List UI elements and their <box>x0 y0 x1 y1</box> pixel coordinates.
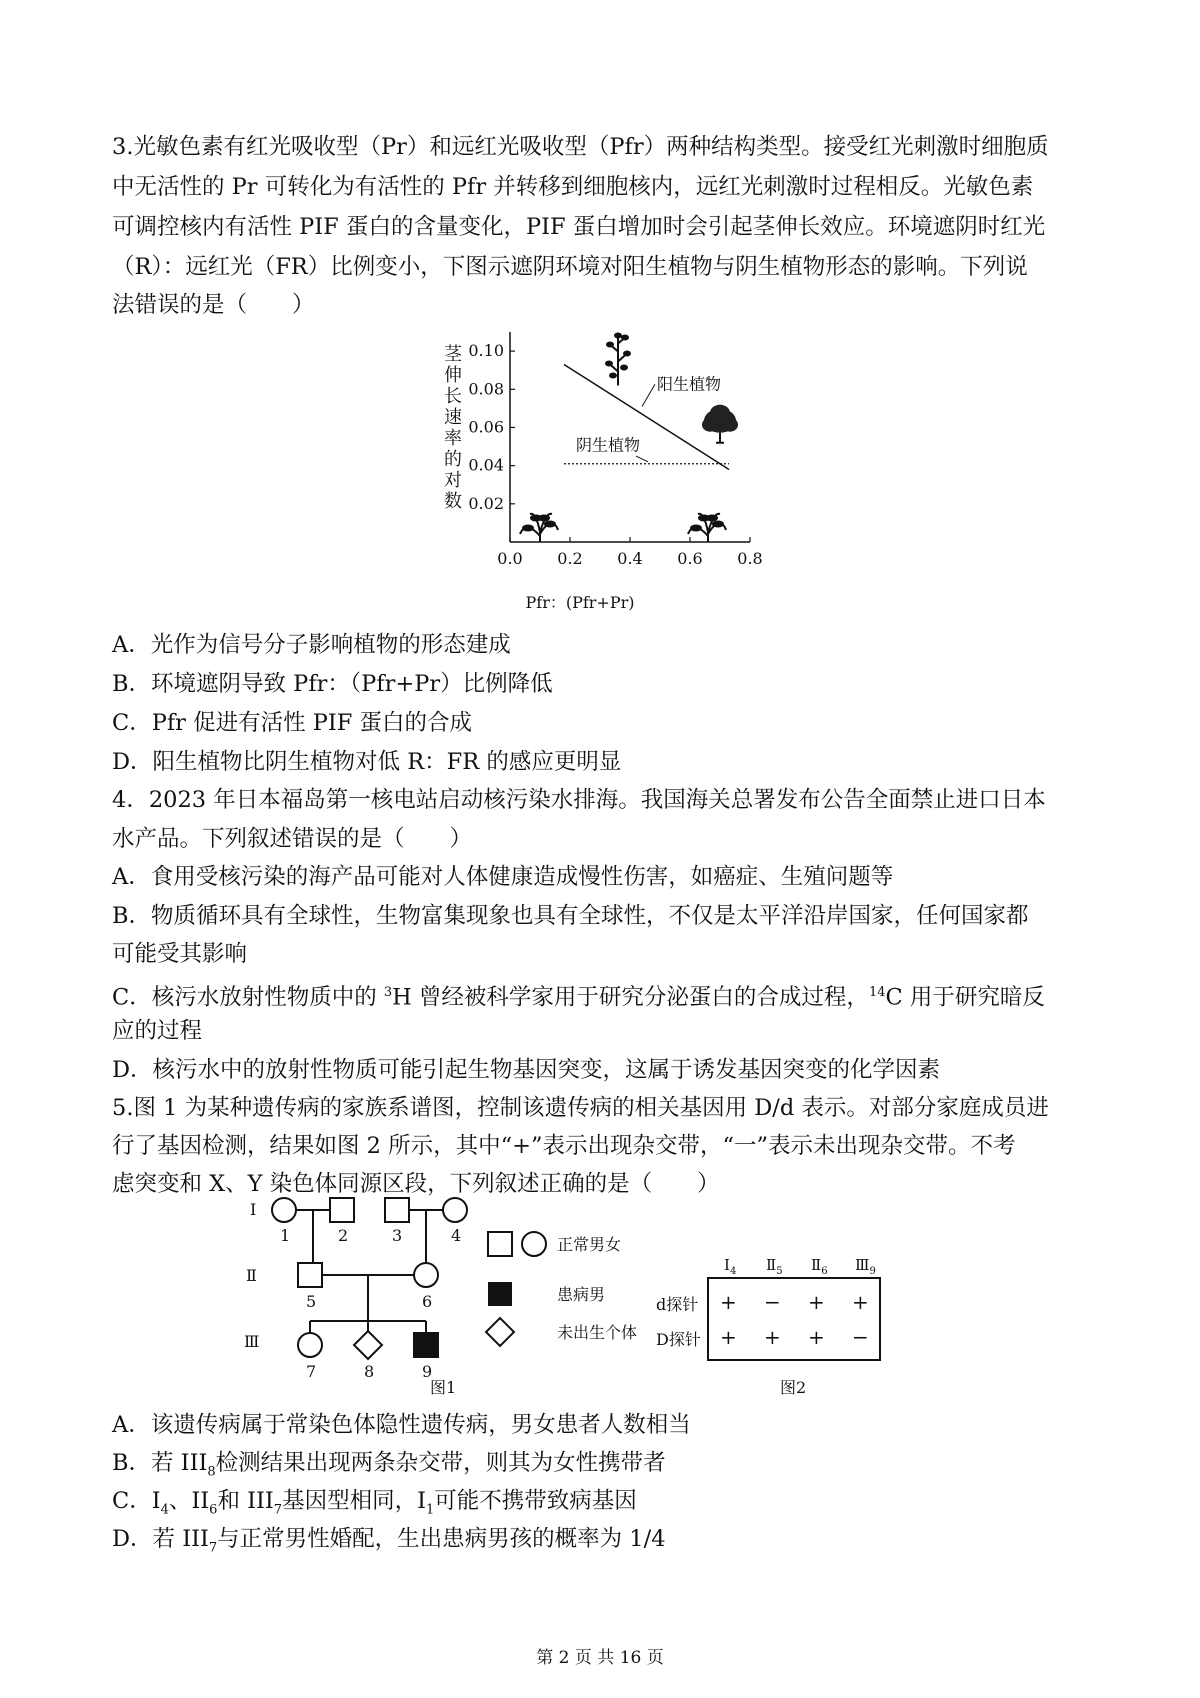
probe-table <box>656 1256 880 1360</box>
y-axis-label: 茎伸长速率的对数 <box>444 344 462 512</box>
series-label-leader <box>636 456 648 462</box>
number-8: 8 <box>364 1362 375 1381</box>
series-label-leader <box>642 384 655 406</box>
legend-normal-female-icon <box>522 1232 546 1256</box>
table-cell: + <box>720 1325 737 1349</box>
x-tick-label: 0.8 <box>737 549 763 568</box>
y-tick-label: 0.08 <box>468 379 504 399</box>
number-7: 7 <box>306 1362 317 1381</box>
legend-unborn-icon <box>486 1318 514 1346</box>
x-tick-label: 0.6 <box>677 549 703 568</box>
number-2: 2 <box>338 1226 349 1245</box>
number-4: 4 <box>451 1226 462 1245</box>
q5-stem-line-1: 5.图 1 为某种遗传病的家族系谱图，控制该遗传病的相关基因用 D/d 表示。对部分家庭成员进 <box>112 1095 1049 1121</box>
q5-option-a: A．该遗传病属于常染色体隐性遗传病，男女患者人数相当 <box>112 1412 691 1438</box>
series-label: 阳生植物 <box>657 374 722 394</box>
q3-option-c: C．Pfr 促进有活性 PIF 蛋白的合成 <box>112 710 473 736</box>
q3-option-d: D．阳生植物比阴生植物对低 R：FR 的感应更明显 <box>112 749 622 775</box>
legend-normal-label: 正常男女 <box>557 1235 622 1254</box>
table-cell: + <box>764 1325 781 1349</box>
q4-option-c-line-1: C．核污水放射性物质中的 $^3$H 曾经被科学家用于研究分泌蛋白的合成过程，$^{14}$C 用于研究暗反 <box>112 984 1045 1011</box>
person-iii8-unborn <box>354 1331 382 1359</box>
legend-unborn-label: 未出生个体 <box>557 1323 638 1342</box>
column-header-4: $Ⅲ_9$ <box>855 1256 876 1277</box>
number-6: 6 <box>422 1292 433 1311</box>
person-iii9-affected-male <box>414 1333 438 1357</box>
q3-stem-line-5: 法错误的是（ ） <box>112 292 315 318</box>
person-i3-male <box>385 1198 409 1222</box>
legend-affected-male-icon <box>488 1282 512 1306</box>
column-header-2: $Ⅱ_5$ <box>766 1256 783 1277</box>
short-plant-icon <box>688 514 726 542</box>
q3-stem-line-3: 可调控核内有活性 PIF 蛋白的含量变化，PIF 蛋白增加时会引起茎伸长效应。环境遮阴时红光 <box>112 214 1046 240</box>
y-tick-label: 0.02 <box>468 493 504 513</box>
table-cell: − <box>764 1290 781 1314</box>
table-cell: − <box>852 1325 869 1349</box>
q4-option-d: D．核污水中的放射性物质可能引起生物基因突变，这属于诱发基因突变的化学因素 <box>112 1057 941 1083</box>
q4-option-b-line-1: B．物质循环具有全球性，生物富集现象也具有全球性，不仅是太平洋沿岸国家，任何国家都 <box>112 903 1029 929</box>
q5-option-d: D．若 $III_7$与正常男性婚配，生出患病男孩的概率为 1/4 <box>112 1526 666 1556</box>
legend-normal-male-icon <box>488 1232 512 1256</box>
column-header-3: $Ⅱ_6$ <box>811 1256 828 1277</box>
row-label-d-probe: d探针 <box>656 1295 699 1314</box>
number-3: 3 <box>392 1226 403 1245</box>
q3-stem-line-4: （R）：远红光（FR）比例变小，下图示遮阴环境对阳生植物与阴生植物形态的影响。下列说 <box>112 254 1028 280</box>
tall-plant-icon <box>605 332 631 385</box>
q3-option-a: A．光作为信号分子影响植物的形态建成 <box>112 632 511 658</box>
y-tick-label: 0.04 <box>468 455 504 475</box>
q3-stem-line-1: 3.光敏色素有红光吸收型（Pr）和远红光吸收型（Pfr）两种结构类型。接受红光刺激时细胞质 <box>112 134 1049 160</box>
person-i1-female <box>272 1198 296 1222</box>
x-axis-label: Pfr：(Pfr+Pr) <box>525 593 635 612</box>
short-plant-icon <box>520 514 558 542</box>
figure2-caption: 图2 <box>780 1378 807 1395</box>
series-label: 阴生植物 <box>576 435 641 455</box>
q4-option-a: A．食用受核污染的海产品可能对人体健康造成慢性伤害，如癌症、生殖问题等 <box>112 864 894 890</box>
person-ii6-female <box>414 1263 438 1287</box>
legend-affected-label: 患病男 <box>557 1285 606 1304</box>
table-cell: + <box>808 1290 825 1314</box>
table-cell: + <box>720 1290 737 1314</box>
x-tick-label: 0.2 <box>557 549 583 568</box>
table-cell: + <box>808 1325 825 1349</box>
bushy-plant-icon <box>702 405 738 443</box>
x-tick-label: 0.0 <box>497 549 523 568</box>
q5-stem-line-2: 行了基因检测，结果如图 2 所示，其中“+”表示出现杂交带，“一”表示未出现杂交带。不考 <box>112 1133 1016 1159</box>
generation-label-3: Ⅲ <box>244 1332 260 1351</box>
column-header-1: $I_4$ <box>724 1256 737 1277</box>
stem-elongation-chart <box>440 330 770 615</box>
generation-label-1: I <box>250 1200 257 1219</box>
table-cell: + <box>852 1290 869 1314</box>
q4-stem-line-2: 水产品。下列叙述错误的是（ ） <box>112 826 473 852</box>
q4-option-c-line-2: 应的过程 <box>112 1018 203 1044</box>
q4-option-b-line-2: 可能受其影响 <box>112 941 248 967</box>
figure1-caption: 图1 <box>430 1378 457 1395</box>
generation-label-2: Ⅱ <box>246 1266 257 1285</box>
person-i2-male <box>330 1198 354 1222</box>
q5-option-c: C．$I_4$、$II_6$和 $III_7$基因型相同，$I_1$可能不携带致病基因 <box>112 1488 637 1518</box>
x-tick-label: 0.4 <box>617 549 643 568</box>
q3-stem-line-2: 中无活性的 Pr 可转化为有活性的 Pfr 并转移到细胞核内，远红光刺激时过程相反。光敏色素 <box>112 174 1034 200</box>
person-i4-female <box>443 1198 467 1222</box>
person-iii7-female <box>298 1333 322 1357</box>
q5-option-b: B．若 $III_8$检测结果出现两条杂交带，则其为女性携带者 <box>112 1450 666 1480</box>
number-1: 1 <box>280 1226 291 1245</box>
y-tick-label: 0.06 <box>468 417 504 437</box>
page-footer: 第 2 页 共 16 页 <box>536 1648 664 1668</box>
number-5: 5 <box>306 1292 317 1311</box>
number-9: 9 <box>422 1362 433 1381</box>
pedigree-figures <box>240 1185 970 1395</box>
row-label-D-probe: D探针 <box>656 1330 701 1349</box>
person-ii5-male <box>298 1263 322 1287</box>
q5-stem-line-3: 虑突变和 X、Y 染色体同源区段，下列叙述正确的是（ ） <box>112 1171 720 1197</box>
q3-option-b: B．环境遮阴导致 Pfr：（Pfr+Pr）比例降低 <box>112 671 553 697</box>
q4-stem-line-1: 4．2023 年日本福岛第一核电站启动核污染水排海。我国海关总署发布公告全面禁止进口日本 <box>112 787 1046 813</box>
y-tick-label: 0.10 <box>468 341 504 361</box>
